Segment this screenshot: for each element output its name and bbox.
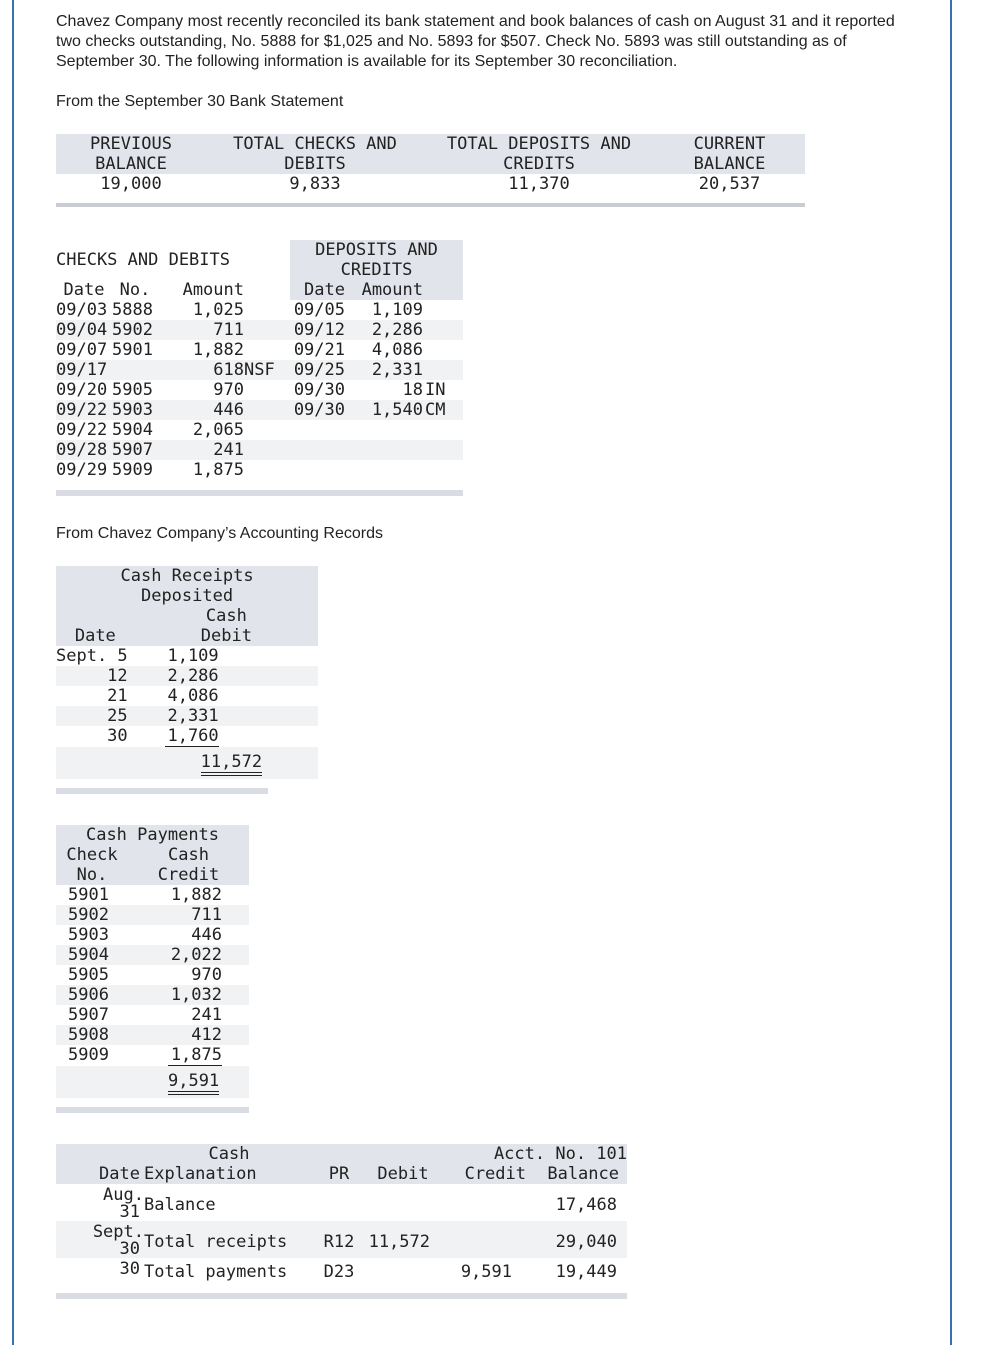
ledger-debit (364, 1258, 442, 1282)
ledger-date (56, 1221, 144, 1258)
receipt-date: 25 (107, 706, 128, 726)
table-row (56, 320, 463, 340)
summary-header: DEBITS (284, 154, 346, 174)
receipts-col-date: Date (74, 626, 116, 646)
payment-amount-cell (128, 885, 249, 905)
deposit-date (290, 420, 345, 440)
deposit-code (423, 300, 463, 320)
deposit-date (290, 440, 345, 460)
payments-title: Cash Payments (85, 825, 220, 845)
check-number: 5888 (112, 300, 153, 320)
table-row (56, 400, 463, 420)
deposit-amount (345, 440, 423, 460)
col-dep-amount: Amount (345, 280, 423, 300)
summary-header: CURRENT (693, 134, 766, 154)
cash-receipts-table (56, 566, 318, 779)
payments-total: 9,591 (168, 1071, 219, 1095)
payments-col-check: Check (66, 845, 118, 865)
payment-amount-cell (128, 905, 249, 925)
deposit-code: IN (425, 380, 446, 400)
total-checks-value: 9,833 (289, 174, 341, 194)
ledger-pr (314, 1184, 364, 1221)
payment-check-number: 5908 (68, 1025, 109, 1045)
check-date: 09/22 (56, 400, 108, 420)
deposit-amount (345, 420, 423, 440)
total-deposits-value: 11,370 (508, 174, 570, 194)
payment-amount: 241 (191, 1005, 222, 1025)
col-date: Date (63, 280, 105, 300)
ledger-date-day: 30 (119, 1259, 140, 1279)
check-code (244, 440, 290, 460)
table-row (56, 1184, 627, 1221)
ledger-explanation: Balance (144, 1194, 216, 1215)
check-date: 09/03 (56, 300, 108, 320)
deposit-date: 09/05 (293, 300, 345, 320)
summary-header: BALANCE (693, 154, 766, 174)
receipt-date: 21 (107, 686, 128, 706)
ledger-col-debit: Debit (377, 1164, 429, 1184)
ledger-pr: R12 (323, 1231, 355, 1252)
bank-summary-table (56, 134, 805, 194)
receipt-amount: 4,086 (167, 686, 219, 706)
receipts-title: Cash Receipts (120, 566, 254, 586)
check-date: 09/07 (56, 340, 108, 360)
payment-amount: 1,882 (170, 885, 222, 905)
receipt-amount-cell (135, 646, 318, 666)
ledger-col-credit: Credit (464, 1164, 526, 1184)
ledger-explanation: Total payments (144, 1262, 288, 1282)
ledger-col-date: Date (99, 1164, 140, 1184)
left-border (12, 0, 14, 1345)
table-row (56, 360, 463, 380)
deposit-code (423, 360, 463, 380)
ledger-col-explanation: Explanation (144, 1164, 257, 1184)
check-code (244, 400, 290, 420)
deposits-title-line1: DEPOSITS AND (315, 240, 438, 260)
check-number: 5904 (112, 420, 153, 440)
table-row (56, 440, 463, 460)
payment-check-number: 5906 (68, 985, 109, 1005)
deposit-amount: 2,331 (371, 360, 423, 380)
payments-col-no: No. (76, 865, 108, 885)
payment-amount: 446 (191, 925, 222, 945)
check-number: 5907 (112, 440, 153, 460)
ledger-date-month: Sept. (92, 1222, 144, 1242)
check-amount: 241 (213, 440, 244, 460)
ledger-col-balance: Balance (547, 1164, 619, 1184)
ledger-credit (442, 1184, 530, 1221)
check-code (244, 300, 290, 320)
ledger-acct-no: Acct. No. 101 (493, 1144, 627, 1164)
check-amount: 711 (213, 320, 244, 340)
deposit-date: 09/25 (293, 360, 345, 380)
check-code (244, 460, 290, 480)
payment-amount-cell (128, 985, 249, 1005)
check-amount: 970 (213, 380, 244, 400)
payment-check-number: 5907 (68, 1005, 109, 1025)
col-amount: Amount (182, 280, 244, 300)
table-row (56, 1005, 249, 1025)
check-number: 5903 (112, 400, 153, 420)
table-row (56, 885, 249, 905)
receipt-date: 12 (107, 666, 128, 686)
table-row (56, 1221, 627, 1258)
ledger-debit (364, 1184, 442, 1221)
check-amount: 618 (213, 360, 244, 380)
receipt-amount: 2,286 (167, 666, 219, 686)
table-row (56, 340, 463, 360)
summary-divider (56, 203, 805, 207)
check-amount: 2,065 (192, 420, 244, 440)
payment-amount: 711 (191, 905, 222, 925)
records-label: From Chavez Company’s Accounting Records (56, 525, 383, 542)
payment-check-number: 5902 (68, 905, 109, 925)
receipts-total: 11,572 (201, 752, 262, 776)
payment-amount-cell (128, 1005, 249, 1025)
payment-amount: 1,875 (168, 1045, 222, 1066)
receipts-col-cash: Cash (205, 606, 247, 626)
table-row (56, 945, 249, 965)
check-number: 5905 (112, 380, 153, 400)
receipt-amount-cell (135, 706, 318, 726)
payment-amount: 970 (191, 965, 222, 985)
ledger-balance: 29,040 (555, 1231, 617, 1252)
cash-ledger-table (56, 1144, 627, 1282)
payment-amount-cell (128, 945, 249, 965)
table-row (56, 985, 249, 1005)
receipt-amount-cell (135, 726, 318, 747)
deposit-code (423, 460, 463, 480)
payment-amount: 2,022 (170, 945, 222, 965)
deposit-date: 09/21 (293, 340, 345, 360)
summary-header: BALANCE (95, 154, 167, 174)
ledger-balance: 17,468 (555, 1194, 617, 1215)
table-row (56, 646, 318, 666)
check-number: 5901 (112, 340, 153, 360)
ledger-balance: 19,449 (555, 1262, 617, 1282)
deposit-date: 09/12 (293, 320, 345, 340)
checks-divider (56, 490, 463, 496)
deposit-amount: 1,540 (371, 400, 423, 420)
receipts-divider (56, 788, 268, 794)
payment-check-number: 5903 (68, 925, 109, 945)
check-code (244, 340, 290, 360)
problem-intro: Chavez Company most recently reconciled its bank statement and book balances of cash on August 31 and it reported two checks outstanding, No. 5888 for $1,025 and No. 5893 for $507. Check No. 5893 was still outstanding as of September 30. The following information is available for its September 30 reconciliation. (56, 13, 895, 70)
receipt-amount: 1,109 (167, 646, 219, 666)
summary-header: TOTAL DEPOSITS AND (446, 134, 632, 154)
col-dep-date: Date (290, 280, 345, 300)
payment-amount: 412 (191, 1025, 222, 1045)
deposit-amount: 4,086 (371, 340, 423, 360)
table-row (56, 666, 318, 686)
ledger-date (56, 1258, 144, 1282)
payment-amount-cell (128, 925, 249, 945)
ledger-pr: D23 (323, 1262, 355, 1282)
table-row (56, 925, 249, 945)
table-row (56, 726, 318, 747)
receipts-col-debit: Debit (200, 626, 252, 646)
deposit-code (423, 320, 463, 340)
deposit-code (423, 420, 463, 440)
table-row (56, 965, 249, 985)
payments-col-cash: Cash (168, 845, 209, 865)
ledger-col-pr: PR (328, 1164, 350, 1184)
payments-col-credit: Credit (157, 865, 220, 885)
receipt-date: 30 (107, 726, 128, 746)
ledger-date-day: 30 (119, 1239, 140, 1259)
check-amount: 1,025 (192, 300, 244, 320)
receipt-amount-cell (135, 686, 318, 706)
deposit-date: 09/30 (293, 380, 345, 400)
check-date: 09/28 (56, 440, 108, 460)
check-amount: 1,875 (192, 460, 244, 480)
receipt-amount: 2,331 (167, 706, 219, 726)
receipt-date: Sept. 5 (56, 646, 128, 666)
ledger-divider (56, 1293, 627, 1299)
deposit-amount: 2,286 (371, 320, 423, 340)
deposit-date (290, 460, 345, 480)
table-row (56, 1045, 249, 1066)
payment-check-number: 5905 (68, 965, 109, 985)
ledger-date-day: 31 (119, 1202, 140, 1222)
cash-payments-table (56, 825, 249, 1098)
receipt-amount-cell (135, 666, 318, 686)
check-number: 5902 (112, 320, 153, 340)
checks-title: CHECKS AND DEBITS (56, 250, 230, 270)
deposit-code (423, 440, 463, 460)
right-border (950, 0, 952, 1345)
check-code (244, 420, 290, 440)
deposit-date: 09/30 (293, 400, 345, 420)
receipt-amount: 1,760 (165, 726, 219, 747)
summary-header: TOTAL CHECKS AND (233, 134, 397, 154)
deposit-amount (345, 460, 423, 480)
ledger-explanation: Total receipts (144, 1231, 288, 1252)
summary-header: PREVIOUS (90, 134, 172, 154)
ledger-debit: 11,572 (368, 1231, 430, 1252)
previous-balance-value: 19,000 (100, 174, 162, 194)
table-row (56, 1025, 249, 1045)
payment-amount-cell (128, 1025, 249, 1045)
ledger-credit (442, 1221, 530, 1258)
ledger-date (56, 1184, 144, 1221)
ledger-title: Cash (208, 1144, 250, 1164)
table-row (56, 460, 463, 480)
table-row (56, 706, 318, 726)
check-date: 09/29 (56, 460, 108, 480)
table-row (56, 905, 249, 925)
check-code: NSF (244, 360, 275, 380)
table-row (56, 420, 463, 440)
summary-header: CREDITS (503, 154, 575, 174)
check-amount: 446 (213, 400, 244, 420)
col-no: No. (119, 280, 151, 300)
payment-amount-cell (128, 965, 249, 985)
table-row (56, 300, 463, 320)
table-row (56, 1258, 627, 1282)
check-date: 09/20 (56, 380, 108, 400)
deposit-amount: 1,109 (371, 300, 423, 320)
payment-amount-cell (128, 1045, 249, 1066)
payment-check-number: 5904 (68, 945, 109, 965)
table-row (56, 686, 318, 706)
table-row (56, 380, 463, 400)
deposit-code (423, 340, 463, 360)
deposits-title-line2: CREDITS (340, 260, 413, 280)
payment-check-number: 5901 (68, 885, 109, 905)
receipts-title-2: Deposited (140, 586, 234, 606)
check-date: 09/22 (56, 420, 108, 440)
check-number (112, 360, 158, 380)
check-code (244, 380, 290, 400)
bank-statement-label: From the September 30 Bank Statement (56, 93, 344, 110)
deposits-title (290, 240, 463, 280)
ledger-date-month: Aug. (103, 1185, 144, 1205)
check-amount: 1,882 (192, 340, 244, 360)
check-number: 5909 (112, 460, 153, 480)
ledger-credit: 9,591 (460, 1262, 512, 1282)
payments-divider (56, 1107, 249, 1113)
check-code (244, 320, 290, 340)
payment-amount: 1,032 (170, 985, 222, 1005)
checks-deposits-table (56, 240, 463, 480)
check-date: 09/04 (56, 320, 108, 340)
deposit-amount: 18 (402, 380, 423, 400)
payment-check-number: 5909 (68, 1045, 109, 1065)
deposit-code: CM (425, 400, 446, 420)
check-date: 09/17 (56, 360, 108, 380)
current-balance-value: 20,537 (698, 174, 761, 194)
